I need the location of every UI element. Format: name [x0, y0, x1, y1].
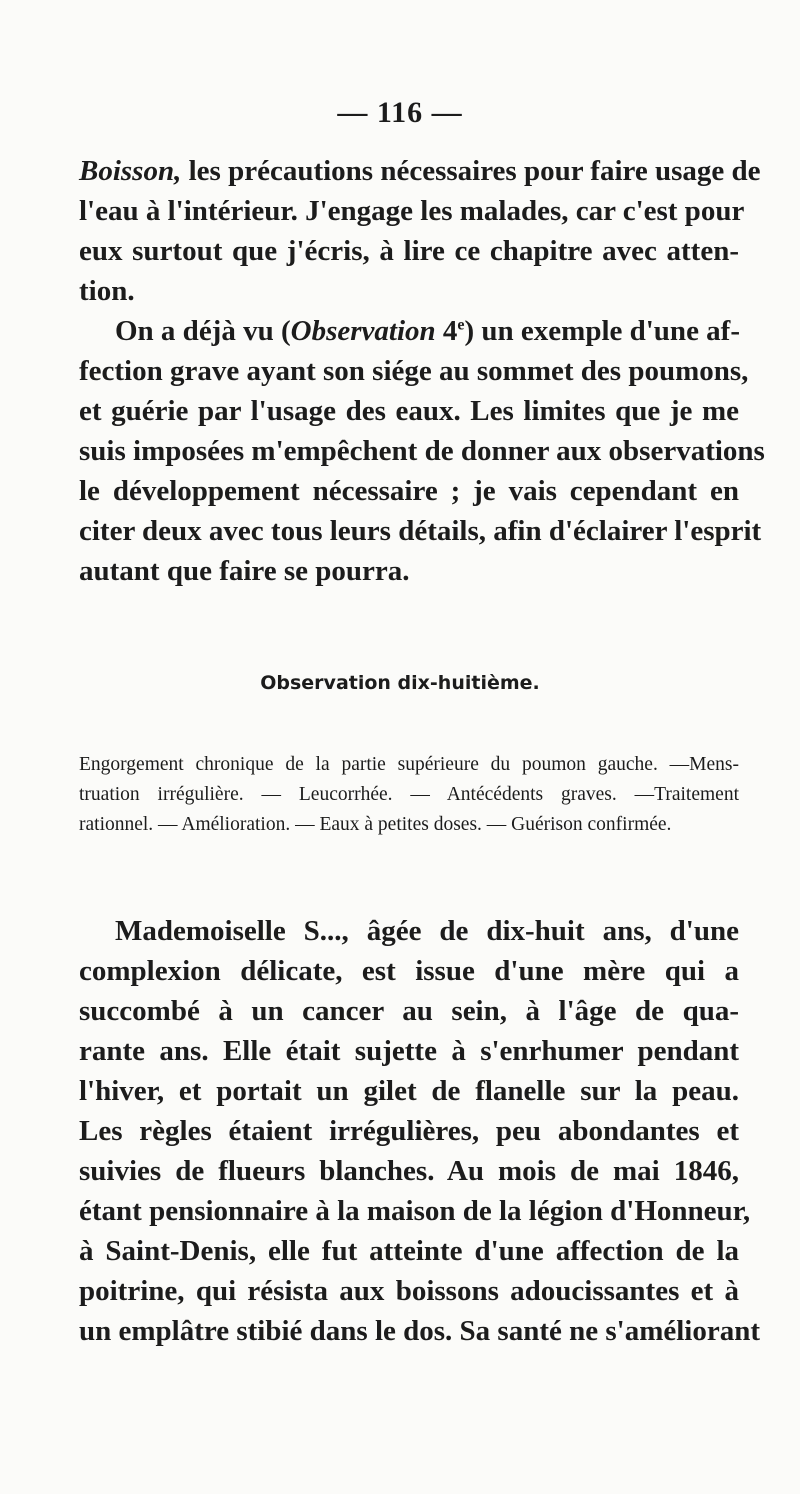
paragraph-observation-reference	[79, 311, 765, 591]
text-line: fection grave ayant son siége au sommet des poumons,	[79, 355, 749, 387]
paragraph-case-history	[79, 911, 761, 1351]
text-line	[79, 151, 761, 191]
text-line: l'hiver, et portait un gilet de flanelle sur la peau.	[79, 1075, 739, 1107]
text-line	[79, 311, 739, 351]
text-line: poitrine, qui résista aux boissons adoucissantes et à	[79, 1275, 739, 1307]
text-line: le développement nécessaire ; je vais cependant en	[79, 475, 739, 507]
text-line: Mademoiselle S..., âgée de dix-huit ans, d'une	[115, 915, 739, 947]
text-line: à Saint-Denis, elle fut atteinte d'une affection de la	[79, 1235, 739, 1267]
text-line: Les règles étaient irrégulières, peu abondantes et	[79, 1115, 739, 1147]
summary-line: Engorgement chronique de la partie supérieure du poumon gauche. —Mens-	[79, 754, 739, 775]
summary-line: truation irrégulière. — Leucorrhée. — Antécédents graves. —Traitement	[79, 784, 739, 805]
italic-word: Boisson,	[79, 155, 182, 187]
text-line: un emplâtre stibié dans le dos. Sa santé ne s'améliorant	[79, 1315, 761, 1347]
text-line: l'eau à l'intérieur. J'engage les malades, car c'est pour	[79, 195, 745, 227]
text-line: tion.	[79, 275, 135, 307]
summary-line: rationnel. — Amélioration. — Eaux à petites doses. — Guérison confirmée.	[79, 814, 672, 835]
superscript: e	[457, 316, 465, 334]
text-line: succombé à un cancer au sein, à l'âge de qua-	[79, 995, 739, 1027]
text-span: 4	[435, 315, 458, 347]
page-number: — 116 —	[337, 96, 463, 129]
text-line: rante ans. Elle était sujette à s'enrhumer pendant	[79, 1035, 739, 1067]
italic-word: Observation	[290, 315, 436, 347]
text-line: suis imposées m'empêchent de donner aux observations	[79, 435, 765, 467]
text-span: ) un exemple d'une af-	[464, 315, 740, 347]
text-line: suivies de flueurs blanches. Au mois de mai 1846,	[79, 1155, 739, 1187]
text-line: étant pensionnaire à la maison de la légion d'Honneur,	[79, 1195, 751, 1227]
text-line: eux surtout que j'écris, à lire ce chapitre avec atten-	[79, 235, 739, 267]
paragraph-continuation	[79, 151, 761, 311]
text-span: les précautions nécessaires pour faire usage de	[181, 155, 761, 187]
text-line: complexion délicate, est issue d'une mère qui a	[79, 955, 739, 987]
observation-summary	[79, 750, 739, 840]
text-line: citer deux avec tous leurs détails, afin d'éclairer l'esprit	[79, 515, 762, 547]
text-line: et guérie par l'usage des eaux. Les limites que je me	[79, 395, 739, 427]
text-line: autant que faire se pourra.	[79, 555, 410, 587]
observation-heading: Observation dix-huitième.	[260, 672, 540, 694]
text-span: On a déjà vu (	[115, 315, 291, 347]
